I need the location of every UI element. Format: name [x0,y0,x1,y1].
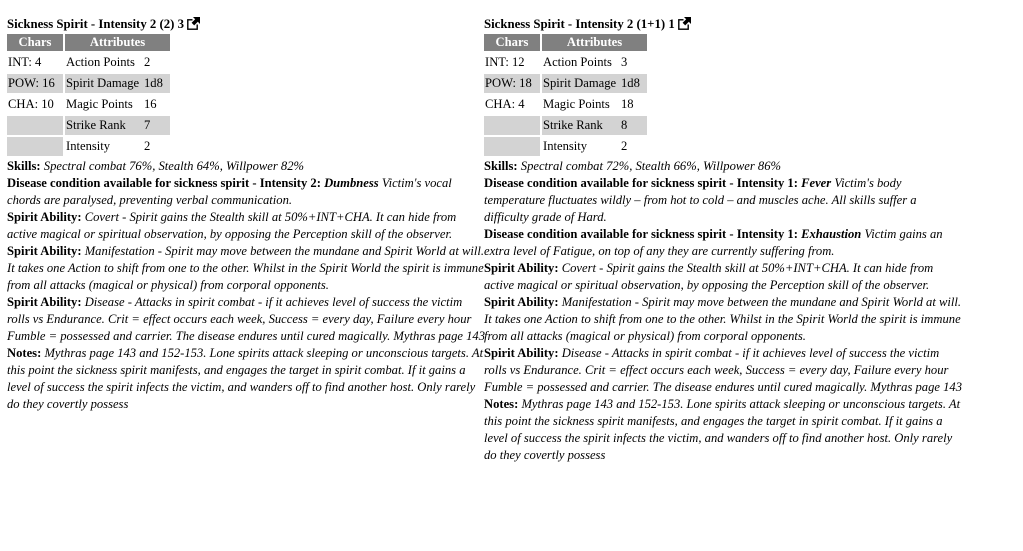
notes-label: Notes: [7,346,42,360]
char-cell: POW: 18 [484,74,540,93]
disease-condition [484,226,964,260]
skills-label: Skills: [7,159,41,173]
attr-name: Intensity [543,139,588,153]
attr-cell [65,116,170,135]
notes [7,345,487,413]
char-cell [7,137,63,156]
skills-text: Spectral combat 72%, Stealth 66%, Willpower 86% [520,159,782,173]
disease-text: Victim's body temperature fluctuates wildly – from hot to cold – and muscles ache. All skills suffer a difficulty grade of Hard. [484,176,917,224]
ability-label: Spirit Ability: [7,295,82,309]
stats-table [482,32,649,158]
attr-name: Action Points [66,55,135,69]
attr-value: 18 [621,97,634,111]
spirit-ability [7,294,487,345]
char-cell: POW: 16 [7,74,63,93]
attr-value: 2 [144,55,151,69]
spirit-ability [7,243,487,294]
external-link-icon[interactable] [678,16,691,36]
attr-value: 7 [144,118,151,132]
spirit-ability [484,260,964,294]
ability-label: Spirit Ability: [484,261,559,275]
char-cell: CHA: 10 [8,97,54,111]
attr-cell [542,116,647,135]
disease-name: Fever [801,176,832,190]
header-chars: Chars [7,34,63,51]
table-row [484,137,647,156]
ability-label: Spirit Ability: [7,210,82,224]
attr-name: Strike Rank [543,118,603,132]
notes-label: Notes: [484,397,519,411]
disease-condition [7,175,487,209]
table-row [7,137,170,156]
attr-name: Action Points [543,55,612,69]
attr-name: Magic Points [66,97,133,111]
attr-name: Intensity [66,139,111,153]
skills-label: Skills: [484,159,518,173]
header-attributes: Attributes [542,34,647,51]
attr-cell [65,53,170,72]
table-row [7,95,170,114]
attr-value: 8 [621,118,628,132]
card-title-text: Sickness Spirit - Intensity 2 (1+1) 1 [484,17,675,31]
spirit-card-right [484,14,964,464]
attr-value: 3 [621,55,628,69]
attr-value: 1d8 [144,76,163,90]
attr-value: 16 [144,97,157,111]
table-row [484,116,647,135]
attr-value: 2 [144,139,151,153]
char-cell: INT: 12 [485,55,525,69]
table-row [7,74,170,93]
disease-label: Disease condition available for sickness spirit - Intensity 1: [484,227,798,241]
table-row [7,116,170,135]
ability-text: Manifestation - Spirit may move between the mundane and Spirit World at will. It takes one Action to shift from one to the other. Whilst in the Spirit World the spirit is immune from all attacks (magical or physical) from corporal opponents. [484,295,962,343]
card-title [7,14,487,34]
ability-text: Disease - Attacks in spirit combat - if it achieves level of success the victim rolls vs Endurance. Crit = effect occurs each week, Success = every day, Failure every hour Fumble = possessed and carrier. The disease endures until cured magically. Mythras page 143 [7,295,486,343]
notes [484,396,964,464]
card-title-text: Sickness Spirit - Intensity 2 (2) 3 [7,17,185,31]
table-row [484,95,647,114]
char-cell: INT: 4 [8,55,42,69]
disease-name: Exhaustion [801,227,862,241]
header-attributes: Attributes [65,34,170,51]
char-cell [7,116,63,135]
spirit-ability [484,345,964,396]
table-row [7,53,170,72]
table-row [484,74,647,93]
disease-condition [484,175,964,226]
notes-text: Mythras page 143 and 152-153. Lone spirits attack sleeping or unconscious targets. At this point the sickness spirit manifests, and engages the target in spirit combat. If it gains a level of success the spirit infects the victim, and wanders off to find another host. Only rarely do they covertly possess [484,397,961,462]
ability-label: Spirit Ability: [7,244,82,258]
char-cell: CHA: 4 [485,97,525,111]
ability-label: Spirit Ability: [484,346,559,360]
spirit-ability [484,294,964,345]
attr-cell [542,137,647,156]
ability-text: Disease - Attacks in spirit combat - if it achieves level of success the victim rolls vs Endurance. Crit = effect occurs each week, Success = every day, Failure every hour Fumble = possessed and carrier. The disease endures until cured magically. Mythras page 143 [484,346,963,394]
attr-cell [542,74,647,93]
ability-label: Spirit Ability: [484,295,559,309]
table-row [484,53,647,72]
skills-line [484,158,964,175]
skills-line [7,158,487,175]
external-link-icon[interactable] [187,16,200,36]
attr-name: Strike Rank [66,118,126,132]
attr-value: 1d8 [621,76,640,90]
ability-text: Manifestation - Spirit may move between the mundane and Spirit World at will. It takes one Action to shift from one to the other. Whilst in the Spirit World the spirit is immune from all attacks (magical or physical) from corporal opponents. [7,244,485,292]
disease-text: Victim's vocal chords are paralysed, preventing verbal communication. [7,176,452,207]
disease-label: Disease condition available for sickness spirit - Intensity 2: [7,176,321,190]
char-cell [484,116,540,135]
attr-name: Magic Points [543,97,610,111]
disease-text: Victim gains an extra level of Fatigue, on top of any they are currently suffering from. [484,227,943,258]
attr-cell [65,74,170,93]
ability-text: Covert - Spirit gains the Stealth skill at 50%+INT+CHA. It can hide from active magical or spiritual observation, by opposing the Perception skill of the observer. [484,261,934,292]
attr-name: Spirit Damage [543,76,617,90]
ability-text: Covert - Spirit gains the Stealth skill at 50%+INT+CHA. It can hide from active magical or spiritual observation, by opposing the Perception skill of the observer. [7,210,457,241]
stats-table [5,32,172,158]
attr-cell [65,137,170,156]
disease-label: Disease condition available for sickness spirit - Intensity 1: [484,176,798,190]
attr-cell [65,95,170,114]
attr-cell [542,53,647,72]
card-title [484,14,964,34]
notes-text: Mythras page 143 and 152-153. Lone spirits attack sleeping or unconscious targets. At this point the sickness spirit manifests, and engages the target in spirit combat. If it gains a level of success the spirit infects the victim, and wanders off to find another host. Only rarely do they covertly possess [7,346,484,411]
disease-name: Dumbness [324,176,379,190]
attr-value: 2 [621,139,628,153]
attr-cell [542,95,647,114]
skills-text: Spectral combat 76%, Stealth 64%, Willpower 82% [43,159,305,173]
char-cell [484,137,540,156]
header-chars: Chars [484,34,540,51]
spirit-card-left [7,14,487,413]
spirit-ability [7,209,487,243]
attr-name: Spirit Damage [66,76,140,90]
